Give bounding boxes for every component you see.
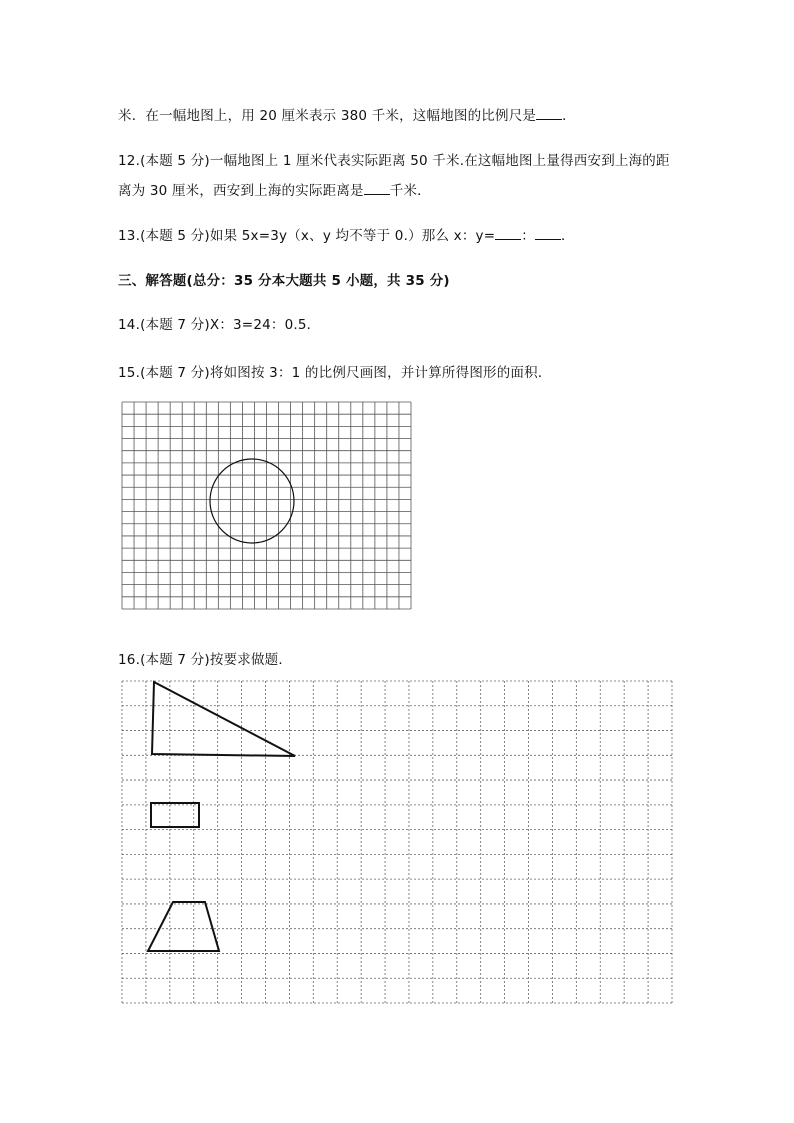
section3-title: 三、解答题(总分：35 分本大题共 5 小题，共 35 分) — [118, 273, 450, 289]
q12-line2 — [118, 179, 431, 199]
q12-line1: 12.(本题 5 分)一幅地图上 1 厘米代表实际距离 50 千米.在这幅地图上量得西安到上海的距 — [118, 153, 670, 169]
q11-answer-blank[interactable] — [536, 107, 562, 120]
q11-continuation — [118, 104, 576, 124]
q16-grid-figure — [121, 680, 675, 1006]
q16-triangle — [152, 682, 295, 756]
q12-answer-blank[interactable] — [364, 182, 390, 195]
q11-text-b: ． — [562, 108, 576, 124]
q15-grid-lines — [122, 402, 411, 609]
q16-trapezoid — [148, 902, 219, 951]
q16-rectangle — [151, 803, 199, 827]
q14-text: 14.(本题 7 分)X：3=24：0.5． — [118, 317, 321, 333]
q13-line — [118, 224, 575, 244]
q13-answer-blank-1[interactable] — [495, 227, 521, 240]
q15-text: 15.(本题 7 分)将如图按 3：1 的比例尺画图，并计算所得图形的面积． — [118, 365, 552, 381]
q13-text-c: ． — [560, 228, 575, 244]
q15-grid-figure — [121, 401, 413, 611]
q15-circle — [210, 459, 294, 543]
q12-text-b: 千米． — [389, 183, 431, 199]
q12-text-a: 离为 30 厘米，西安到上海的实际距离是 — [118, 183, 364, 199]
q13-answer-blank-2[interactable] — [535, 227, 561, 240]
q11-text-a: 米．在一幅地图上，用 20 厘米表示 380 千米，这幅地图的比例尺是 — [118, 108, 537, 124]
q16-text: 16.(本题 7 分)按要求做题． — [118, 652, 293, 668]
q13-text-a: 13.(本题 5 分)如果 5x=3y（x、y 均不等于 0.）那么 x：y= — [118, 228, 496, 244]
q16-grid-lines — [122, 681, 672, 1003]
q13-text-b: ： — [521, 228, 535, 244]
